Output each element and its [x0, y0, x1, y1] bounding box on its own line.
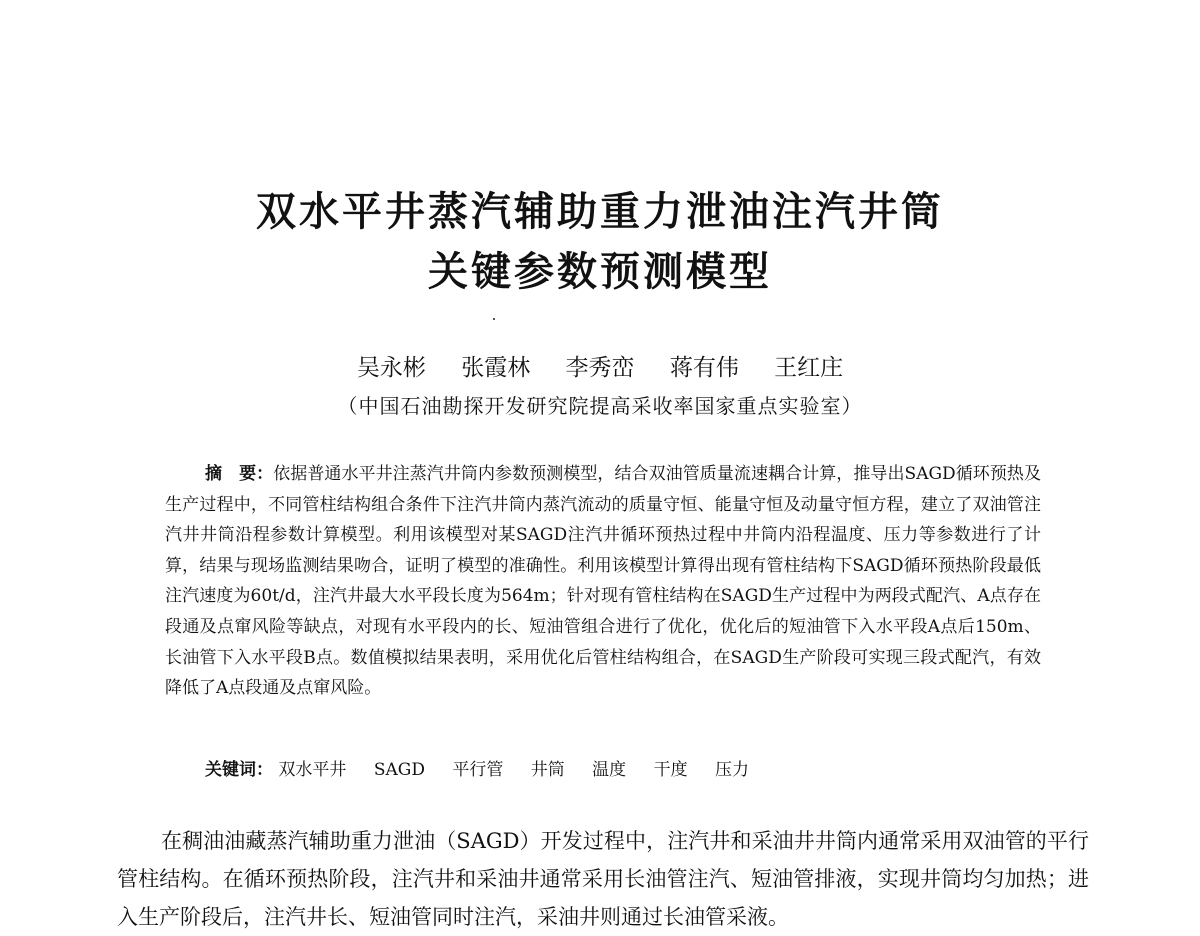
author-list — [0, 349, 1200, 382]
keyword: SAGD — [373, 760, 425, 780]
body-paragraph: 在稠油油藏蒸汽辅助重力泄油（SAGD）开发过程中，注汽井和采油井井筒内通常采用双油管的平行管柱结构。在循环预热阶段，注汽井和采油井通常采用长油管注汽、短油管排液，实现井筒均匀加热；进入生产阶段后，注汽井长、短油管同时注汽，采油井则通过长油管采液。 — [117, 829, 1089, 929]
keywords — [205, 755, 1005, 780]
keyword: 干度 — [653, 760, 688, 780]
keyword: 温度 — [592, 760, 627, 780]
paper-title-line-1: 双水平井蒸汽辅助重力泄油注汽井筒 — [256, 189, 944, 235]
author: 王红庄 — [774, 355, 844, 381]
abstract — [165, 459, 1041, 704]
abstract-label: 摘 要： — [205, 464, 274, 484]
keyword: 压力 — [714, 760, 749, 780]
author: 蒋有伟 — [669, 355, 739, 381]
keyword: 平行管 — [452, 760, 504, 780]
author: 吴永彬 — [356, 355, 426, 381]
keyword: 双水平井 — [278, 760, 347, 780]
author: 李秀峦 — [565, 355, 635, 381]
keywords-label: 关键词： — [205, 760, 273, 780]
author: 张霞林 — [461, 355, 531, 381]
affiliation: （中国石油勘探开发研究院提高采收率国家重点实验室） — [337, 394, 863, 418]
keyword: 井筒 — [530, 760, 565, 780]
stray-mark — [493, 318, 495, 320]
paper-title-line-2: 关键参数预测模型 — [428, 249, 772, 295]
abstract-text: 依据普通水平井注蒸汽井筒内参数预测模型，结合双油管质量流速耦合计算，推导出SAGD循环预热及生产过程中，不同管柱结构组合条件下注汽井筒内蒸汽流动的质量守恒、能量守恒及动量守恒方程，建立了双油管注汽井井筒沿程参数计算模型。利用该模型对某SAGD注汽井循环预热过程中井筒内沿程温度、压力等参数进行了计算，结果与现场监测结果吻合，证明了模型的准确性。利用该模型计算得出现有管柱结构下SAGD循环预热阶段最低注汽速度为60t/d，注汽井最大水平段长度为564m；针对现有管柱结构在SAGD生产过程中为两段式配汽、A点存在段通及点窜风险等缺点，对现有水平段内的长、短油管组合进行了优化，优化后的短油管下入水平段A点后150m、长油管下入水平段B点。数值模拟结果表明，采用优化后管柱结构组合，在SAGD生产阶段可实现三段式配汽，有效降低了A点段通及点窜风险。 — [165, 464, 1041, 699]
